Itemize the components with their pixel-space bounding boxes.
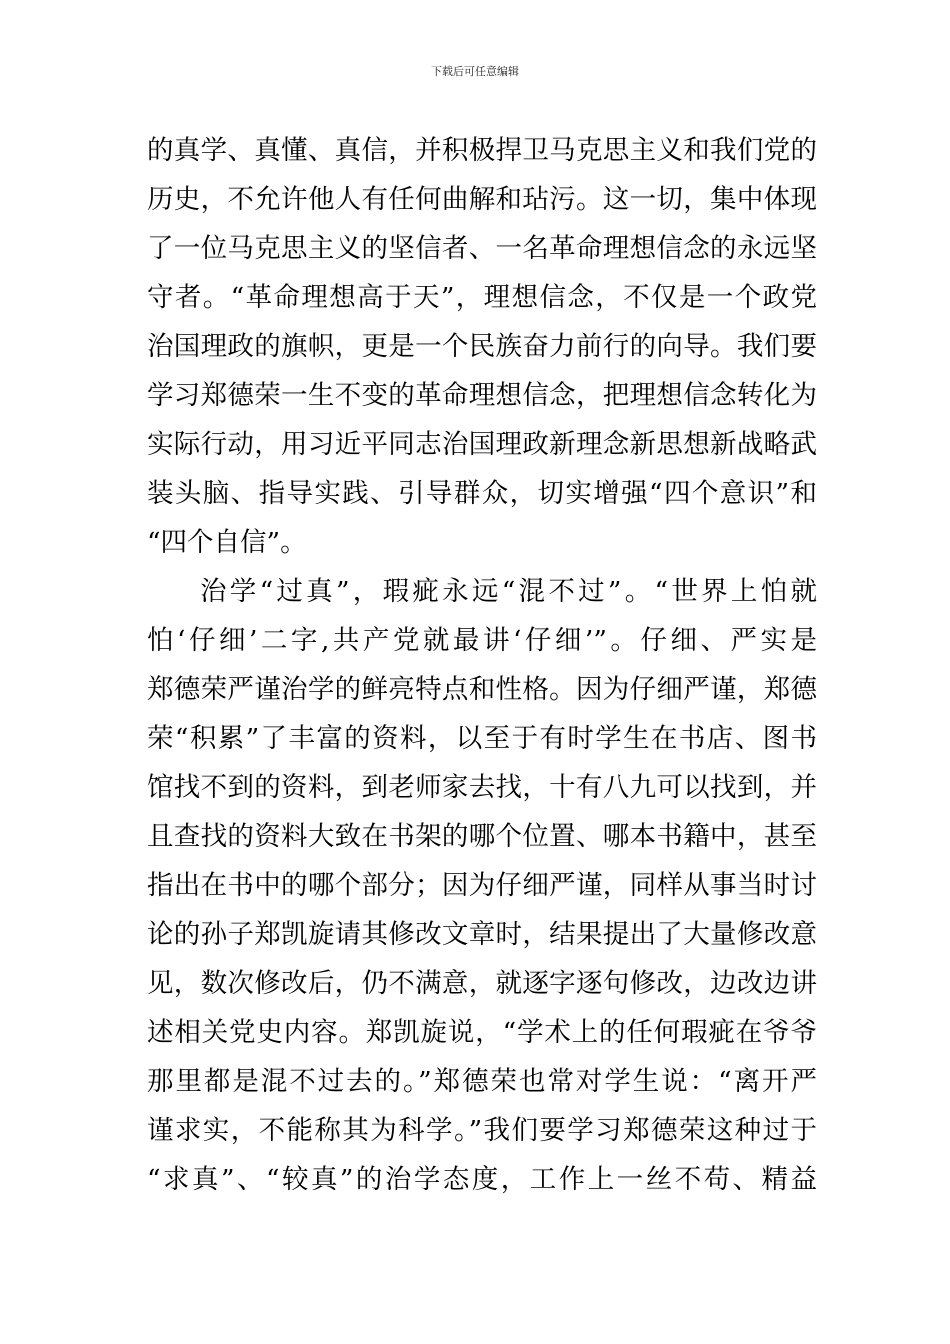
text-line: 见，数次修改后，仍不满意，就逐字逐句修改，边改边讲 — [147, 968, 817, 999]
text-line: 荣“积累”了丰富的资料，以至于有时学生在书店、图书 — [147, 723, 817, 754]
text-line: “求真”、“较真”的治学态度，工作上一丝不苟、精益 — [147, 1164, 817, 1195]
text-line: 治学“过真”，瑕疵永远“混不过”。“世界上怕就 — [200, 576, 817, 607]
text-line: 装头脑、指导实践、引导群众，切实增强“四个意识”和 — [147, 478, 817, 509]
text-line: 的真学、真懂、真信，并积极捍卫马克思主义和我们党的 — [147, 135, 817, 166]
text-line: “四个自信”。 — [147, 527, 307, 558]
text-line: 且查找的资料大致在书架的哪个位置、哪本书籍中，甚至 — [147, 821, 817, 852]
text-line: 守者。“革命理想高于天”，理想信念，不仅是一个政党 — [147, 282, 817, 313]
paragraph-2 — [147, 567, 817, 1204]
text-line: 历史，不允许他人有任何曲解和玷污。这一切，集中体现 — [147, 184, 817, 215]
document-body — [147, 126, 817, 1204]
paragraph-1 — [147, 126, 817, 567]
text-line: 指出在书中的哪个部分；因为仔细严谨，同样从事当时讨 — [147, 870, 817, 901]
text-line: 馆找不到的资料，到老师家去找，十有八九可以找到，并 — [147, 772, 817, 803]
text-line: 怕‘仔细’二字,共产党就最讲‘仔细’”。仔细、严实是 — [147, 625, 817, 656]
text-line: 那里都是混不过去的。”郑德荣也常对学生说：“离开严 — [147, 1066, 817, 1097]
text-line: 学习郑德荣一生不变的革命理想信念，把理想信念转化为 — [147, 380, 817, 411]
page-header: 下载后可任意编辑 — [431, 65, 519, 78]
text-line: 了一位马克思主义的坚信者、一名革命理想信念的永远坚 — [147, 233, 817, 264]
text-line: 述相关党史内容。郑凯旋说，“学术上的任何瑕疵在爷爷 — [147, 1017, 817, 1048]
text-line: 实际行动，用习近平同志治国理政新理念新思想新战略武 — [147, 429, 817, 460]
text-line: 谨求实，不能称其为科学。”我们要学习郑德荣这种过于 — [147, 1115, 817, 1146]
text-line: 论的孙子郑凯旋请其修改文章时，结果提出了大量修改意 — [147, 919, 817, 950]
text-line: 治国理政的旗帜，更是一个民族奋力前行的向导。我们要 — [147, 331, 817, 362]
text-line: 郑德荣严谨治学的鲜亮特点和性格。因为仔细严谨，郑德 — [147, 674, 817, 705]
